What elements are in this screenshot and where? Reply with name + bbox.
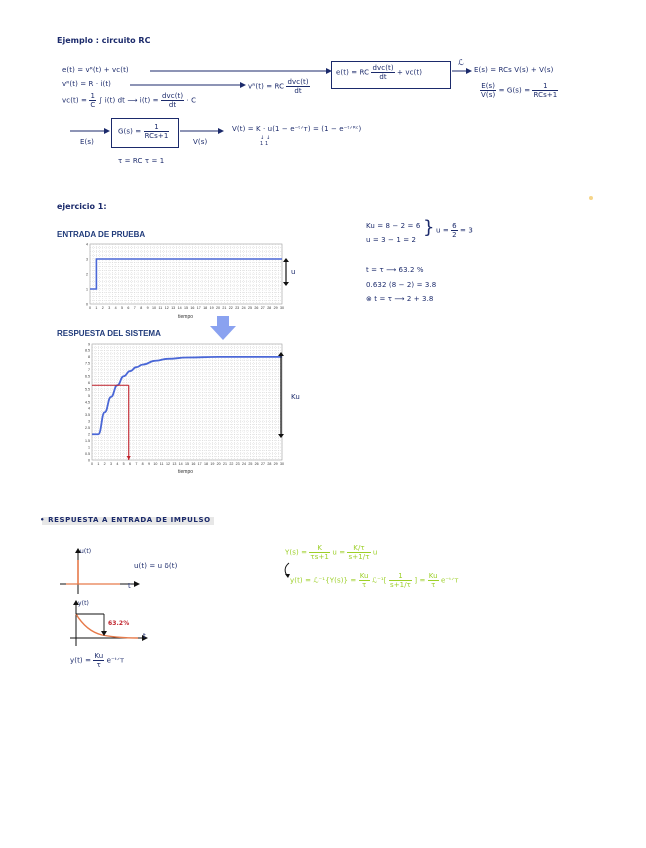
frac-tf-2: $\frac{1}{\text{RCs+1}}$: [533, 82, 558, 99]
x-tick-label: 28: [267, 306, 272, 310]
x-tick-label: 7: [133, 306, 136, 310]
laplace-result: E(s) = RCs V(s) + V(s): [474, 66, 554, 74]
y-tick-label: 4: [88, 406, 90, 411]
frac-vc-2: $\frac{\text{dvᴄ(t)}}{dt}$: [161, 92, 184, 109]
x-tick-label: 21: [222, 306, 227, 310]
down-arrow-icon: [210, 316, 236, 340]
y-tick-label: 0.5: [85, 451, 90, 456]
y-tick-label: 4: [86, 242, 88, 247]
equation-vc: vᴄ(t) = $\frac{1}{C}$ ∫ i(t) dt ⟶ i(t) = $\frac{\text{dvᴄ(t)}}{dt}$ · C: [62, 92, 197, 109]
x-tick-label: 25: [248, 462, 253, 466]
y-tick-label: 1.5: [85, 438, 90, 443]
y-tick-label: 5.5: [85, 387, 90, 392]
x-tick-label: 23: [235, 462, 240, 466]
x-tick-label: 24: [241, 306, 246, 310]
y-tick-label: 2.5: [85, 426, 90, 431]
green-eq-yt: y(t) = ℒ⁻¹{Y(s)} = $\frac{Ku}{\tau}$ ℒ⁻¹[ $\frac{1}{s+1/\tau}$ ] = $\frac{Ku}{\tau}$ e⁻ᵗᐟᴛ: [290, 572, 459, 589]
equation-vr: vᴿ(t) = R · i(t): [62, 80, 112, 88]
exercise-title: ejercicio 1:: [57, 202, 107, 211]
frac-g2-2: $\frac{1}{s+1/\tau}$: [389, 572, 411, 589]
x-tick-label: 18: [203, 306, 208, 310]
x-tick-label: 9: [146, 306, 149, 310]
impulse-yt-eq: y(t) = $\frac{Ku}{\tau}$ e⁻ᵗᐟᴛ: [70, 652, 125, 669]
arrow-laplace: [452, 66, 472, 76]
impulse-title: • RESPUESTA A ENTRADA DE IMPULSO: [40, 516, 211, 524]
block-output-label: V(s): [193, 138, 208, 146]
x-tick-label: 16: [191, 462, 196, 466]
x-tick-label: 18: [204, 462, 208, 466]
y-tick-label: 3.5: [85, 413, 90, 418]
x-tick-label: 16: [190, 306, 195, 310]
x-tick-label: 8: [141, 462, 144, 466]
x-tick-label: 27: [261, 462, 265, 466]
x-tick-label: 13: [171, 306, 176, 310]
x-tick-label: 0: [89, 306, 91, 310]
x-tick-label: 3: [110, 462, 112, 466]
x-tick-label: 2: [101, 306, 104, 310]
x-tick-label: 7: [135, 462, 138, 466]
y-tick-label: 5: [88, 393, 90, 398]
ku-bracket: [277, 352, 287, 438]
calc-ratio: u = $\frac{6}{2}$ = 3: [436, 222, 473, 239]
frac-yt: $\frac{Ku}{\tau}$: [94, 652, 104, 669]
x-tick-label: 5: [121, 306, 123, 310]
arrow-eq2: [130, 80, 246, 90]
equation-vt-under: ↓ ↓ 1 1: [260, 135, 271, 147]
x-tick-label: 12: [164, 306, 169, 310]
x-tick-label: 25: [248, 306, 252, 310]
y-tick-label: 0: [88, 458, 90, 463]
calc-percent: 0.632 (8 − 2) = 3.8: [366, 281, 437, 289]
x-tick-label: 22: [228, 306, 233, 310]
frac-calc: $\frac{6}{2}$: [452, 222, 457, 239]
u-label: u: [291, 268, 296, 276]
x-tick-label: 10: [152, 306, 156, 310]
calc-tau: t = τ ⟶ 63.2 %: [366, 266, 424, 274]
transfer-function: $\frac{E(s)}{V(s)}$ = G(s) = $\frac{1}{\text{RCs+1}}$: [481, 82, 558, 99]
x-tick-label: 20: [216, 462, 221, 466]
x-tick-label: 21: [223, 462, 227, 466]
x-tick-label: 1: [97, 462, 100, 466]
impulse-ut-axis: u(t): [80, 548, 92, 555]
frac-vr: $\frac{\text{dvᴄ(t)}}{dt}$: [287, 78, 309, 95]
entrada-label: ENTRADA DE PRUEBA: [57, 230, 146, 239]
frac-g1-2: $\frac{K/\tau}{s+1/\tau}$: [348, 544, 370, 561]
green-eq-ys: Y(s) = $\frac{K}{\tau s+1}$ u = $\frac{K/\tau}{s+1/\tau}$ u: [285, 544, 378, 561]
equation-vr-rc: vᴿ(t) = RC $\frac{\text{dvᴄ(t)}}{dt}$: [248, 78, 309, 95]
impulse-yt-axis: y(t): [78, 600, 89, 607]
x-tick-label: 6: [127, 306, 130, 310]
equation-vt: V(t) = K · u(1 − e⁻ᵗᐟᴛ) = (1 − e⁻ᵗᐟᴿᶜ): [232, 125, 362, 133]
x-tick-label: 17: [197, 462, 202, 466]
ku-label: Ku: [291, 393, 300, 401]
block-gs-text: G(s) = $\frac{1}{\text{RCs+1}}$: [118, 123, 169, 140]
x-tick-label: 4: [114, 306, 117, 310]
impulse-pct-label: 63.2%: [108, 620, 130, 627]
frac-g2-3: $\frac{Ku}{\tau}$: [428, 572, 438, 589]
y-tick-label: 6.5: [85, 374, 90, 379]
x-tick-label: 10: [153, 462, 158, 466]
boxed-equation-text: e(t) = RC $\frac{\text{dvᴄ(t)}}{dt}$ + vᴄ(t): [336, 64, 423, 81]
impulse-t-axis-1: t: [128, 582, 131, 590]
chart-response: [82, 340, 287, 470]
x-tick-label: 17: [196, 306, 201, 310]
x-tick-label: 29: [273, 306, 278, 310]
y-tick-label: 6: [88, 380, 90, 385]
equation-tau: τ = RC τ = 1: [118, 157, 165, 165]
calc-u: u = 3 − 1 = 2: [366, 236, 417, 244]
y-tick-label: 8: [88, 355, 90, 360]
x-tick-label: 14: [178, 462, 183, 466]
chart-input: [82, 240, 287, 315]
x-tick-label: 30: [280, 462, 284, 466]
y-tick-label: 2: [86, 272, 88, 277]
impulse-ut-eq: u(t) = u δ(t): [134, 562, 178, 570]
x-tick-label: 0: [91, 462, 93, 466]
laplace-symbol: ℒ: [458, 58, 464, 67]
frac-box1: $\frac{\text{dvᴄ(t)}}{dt}$: [372, 64, 394, 81]
x-tick-label: 30: [280, 306, 284, 310]
y-tick-label: 3: [86, 257, 88, 262]
x-tick-label: 24: [242, 462, 246, 466]
x-tick-label: 8: [140, 306, 143, 310]
stray-dot: [589, 196, 593, 200]
chart-response-grid: [92, 344, 282, 460]
x-tick-label: 4: [116, 462, 119, 466]
x-tick-label: 14: [177, 306, 182, 310]
x-tick-label: 11: [159, 462, 164, 466]
calc-ku: Ku = 8 − 2 = 6: [366, 222, 421, 230]
x-tick-label: 1: [95, 306, 98, 310]
x-tick-label: 29: [273, 462, 278, 466]
chart-input-grid: [90, 244, 282, 304]
y-tick-label: 9: [88, 342, 90, 347]
x-tick-label: 26: [254, 306, 259, 310]
frac-g1-1: $\frac{K}{\tau s+1}$: [310, 544, 329, 561]
impulse-t-axis-2: t: [143, 632, 146, 640]
respuesta-label: RESPUESTA DEL SISTEMA: [57, 329, 161, 338]
frac-vc-1: $\frac{1}{C}$: [90, 92, 96, 109]
y-tick-label: 4.5: [85, 400, 90, 405]
x-tick-label: 26: [254, 462, 259, 466]
y-tick-label: 1: [86, 287, 88, 292]
y-tick-label: 0: [86, 302, 88, 307]
calc-result: ⊗ t = τ ⟶ 2 + 3.8: [366, 295, 434, 303]
y-tick-label: 3: [88, 419, 90, 424]
x-tick-label: 20: [216, 306, 220, 310]
equation-kvl: e(t) = vᴿ(t) + vᴄ(t): [62, 66, 129, 74]
x-tick-label: 19: [210, 462, 215, 466]
y-tick-label: 7: [88, 368, 90, 373]
x-tick-label: 9: [148, 462, 150, 466]
frac-g2-1: $\frac{Ku}{\tau}$: [359, 572, 369, 589]
x-tick-label: 23: [235, 306, 240, 310]
arrow-eq1: [150, 66, 332, 76]
x-tick-label: 22: [229, 462, 234, 466]
chart-input-xlabel: tiempo: [178, 314, 194, 320]
x-tick-label: 15: [184, 306, 188, 310]
x-tick-label: 11: [158, 306, 163, 310]
x-tick-label: 2: [103, 462, 106, 466]
x-tick-label: 19: [209, 306, 214, 310]
x-tick-label: 13: [172, 462, 177, 466]
x-tick-label: 15: [185, 462, 189, 466]
x-tick-label: 28: [267, 462, 272, 466]
calc-brace: }: [423, 217, 435, 238]
block-input-label: E(s): [80, 138, 94, 146]
x-tick-label: 6: [129, 462, 131, 466]
block-input-arrow: [70, 126, 110, 136]
x-tick-label: 27: [260, 306, 265, 310]
section-title-rc-example: Ejemplo : circuito RC: [57, 36, 151, 45]
y-tick-label: 7.5: [85, 361, 90, 366]
x-tick-label: 5: [122, 462, 125, 466]
y-tick-label: 1: [88, 445, 90, 450]
chart-response-xlabel: tiempo: [178, 469, 194, 475]
y-tick-label: 8.5: [85, 348, 90, 353]
y-tick-label: 2: [88, 432, 90, 437]
frac-block: $\frac{1}{\text{RCs+1}}$: [144, 123, 169, 140]
frac-tf-1: $\frac{E(s)}{V(s)}$: [481, 82, 496, 99]
x-tick-label: 12: [166, 462, 170, 466]
block-output-arrow: [180, 126, 224, 136]
x-tick-label: 3: [108, 306, 111, 310]
